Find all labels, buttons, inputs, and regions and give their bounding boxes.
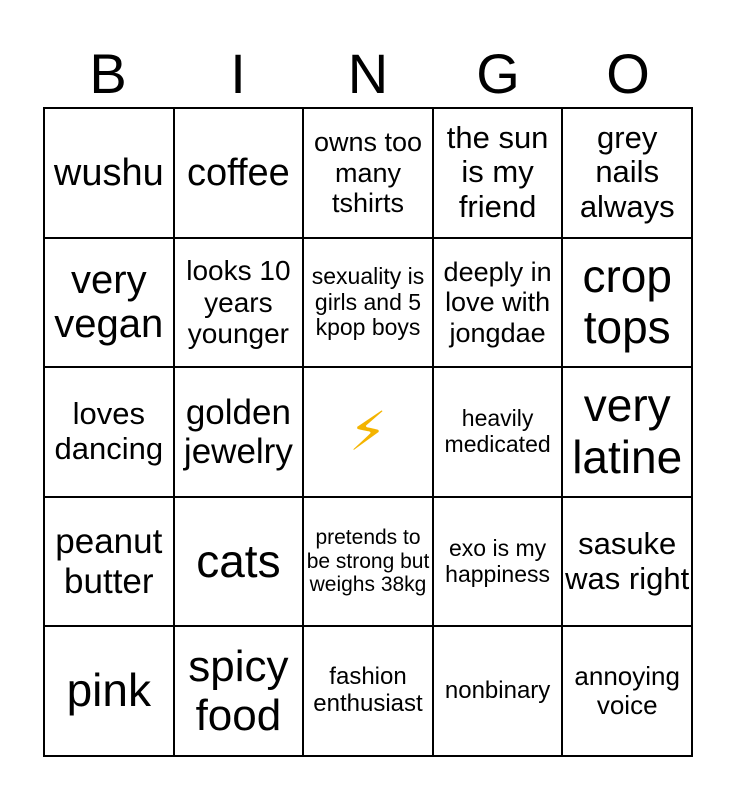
- bingo-cell[interactable]: coffee: [174, 108, 304, 238]
- bingo-cell[interactable]: deeply in love with jongdae: [433, 238, 563, 368]
- bingo-cell[interactable]: spicy food: [174, 626, 304, 756]
- bingo-board: [43, 107, 693, 757]
- bingo-cell[interactable]: grey nails always: [562, 108, 692, 238]
- bingo-cell[interactable]: golden jewelry: [174, 367, 304, 497]
- bingo-cell[interactable]: annoying voice: [562, 626, 692, 756]
- bingo-cell[interactable]: crop tops: [562, 238, 692, 368]
- header-letter-i: I: [230, 42, 246, 105]
- bingo-cell[interactable]: very vegan: [44, 238, 174, 368]
- lightning-bolt-icon: ⚡: [349, 401, 387, 462]
- bingo-cell[interactable]: loves dancing: [44, 367, 174, 497]
- bingo-cell[interactable]: looks 10 years younger: [174, 238, 304, 368]
- bingo-cell[interactable]: pretends to be strong but weighs 38kg: [303, 497, 433, 627]
- bingo-cell[interactable]: very latine: [562, 367, 692, 497]
- header-letter-n: N: [347, 42, 389, 105]
- free-space[interactable]: [303, 367, 433, 497]
- bingo-cell[interactable]: heavily medicated: [433, 367, 563, 497]
- bingo-header: [43, 40, 693, 108]
- bingo-cell[interactable]: the sun is my friend: [433, 108, 563, 238]
- bingo-cell[interactable]: sasuke was right: [562, 497, 692, 627]
- bingo-cell[interactable]: sexuality is girls and 5 kpop boys: [303, 238, 433, 368]
- bingo-cell[interactable]: cats: [174, 497, 304, 627]
- header-letter-o: O: [606, 42, 650, 105]
- bingo-cell[interactable]: nonbinary: [433, 626, 563, 756]
- bingo-cell[interactable]: pink: [44, 626, 174, 756]
- bingo-cell[interactable]: wushu: [44, 108, 174, 238]
- header-letter-g: G: [476, 42, 520, 105]
- bingo-cell[interactable]: owns too many tshirts: [303, 108, 433, 238]
- bingo-cell[interactable]: exo is my happiness: [433, 497, 563, 627]
- header-letter-b: B: [89, 42, 127, 105]
- bingo-cell[interactable]: peanut butter: [44, 497, 174, 627]
- bingo-cell[interactable]: fashion enthusiast: [303, 626, 433, 756]
